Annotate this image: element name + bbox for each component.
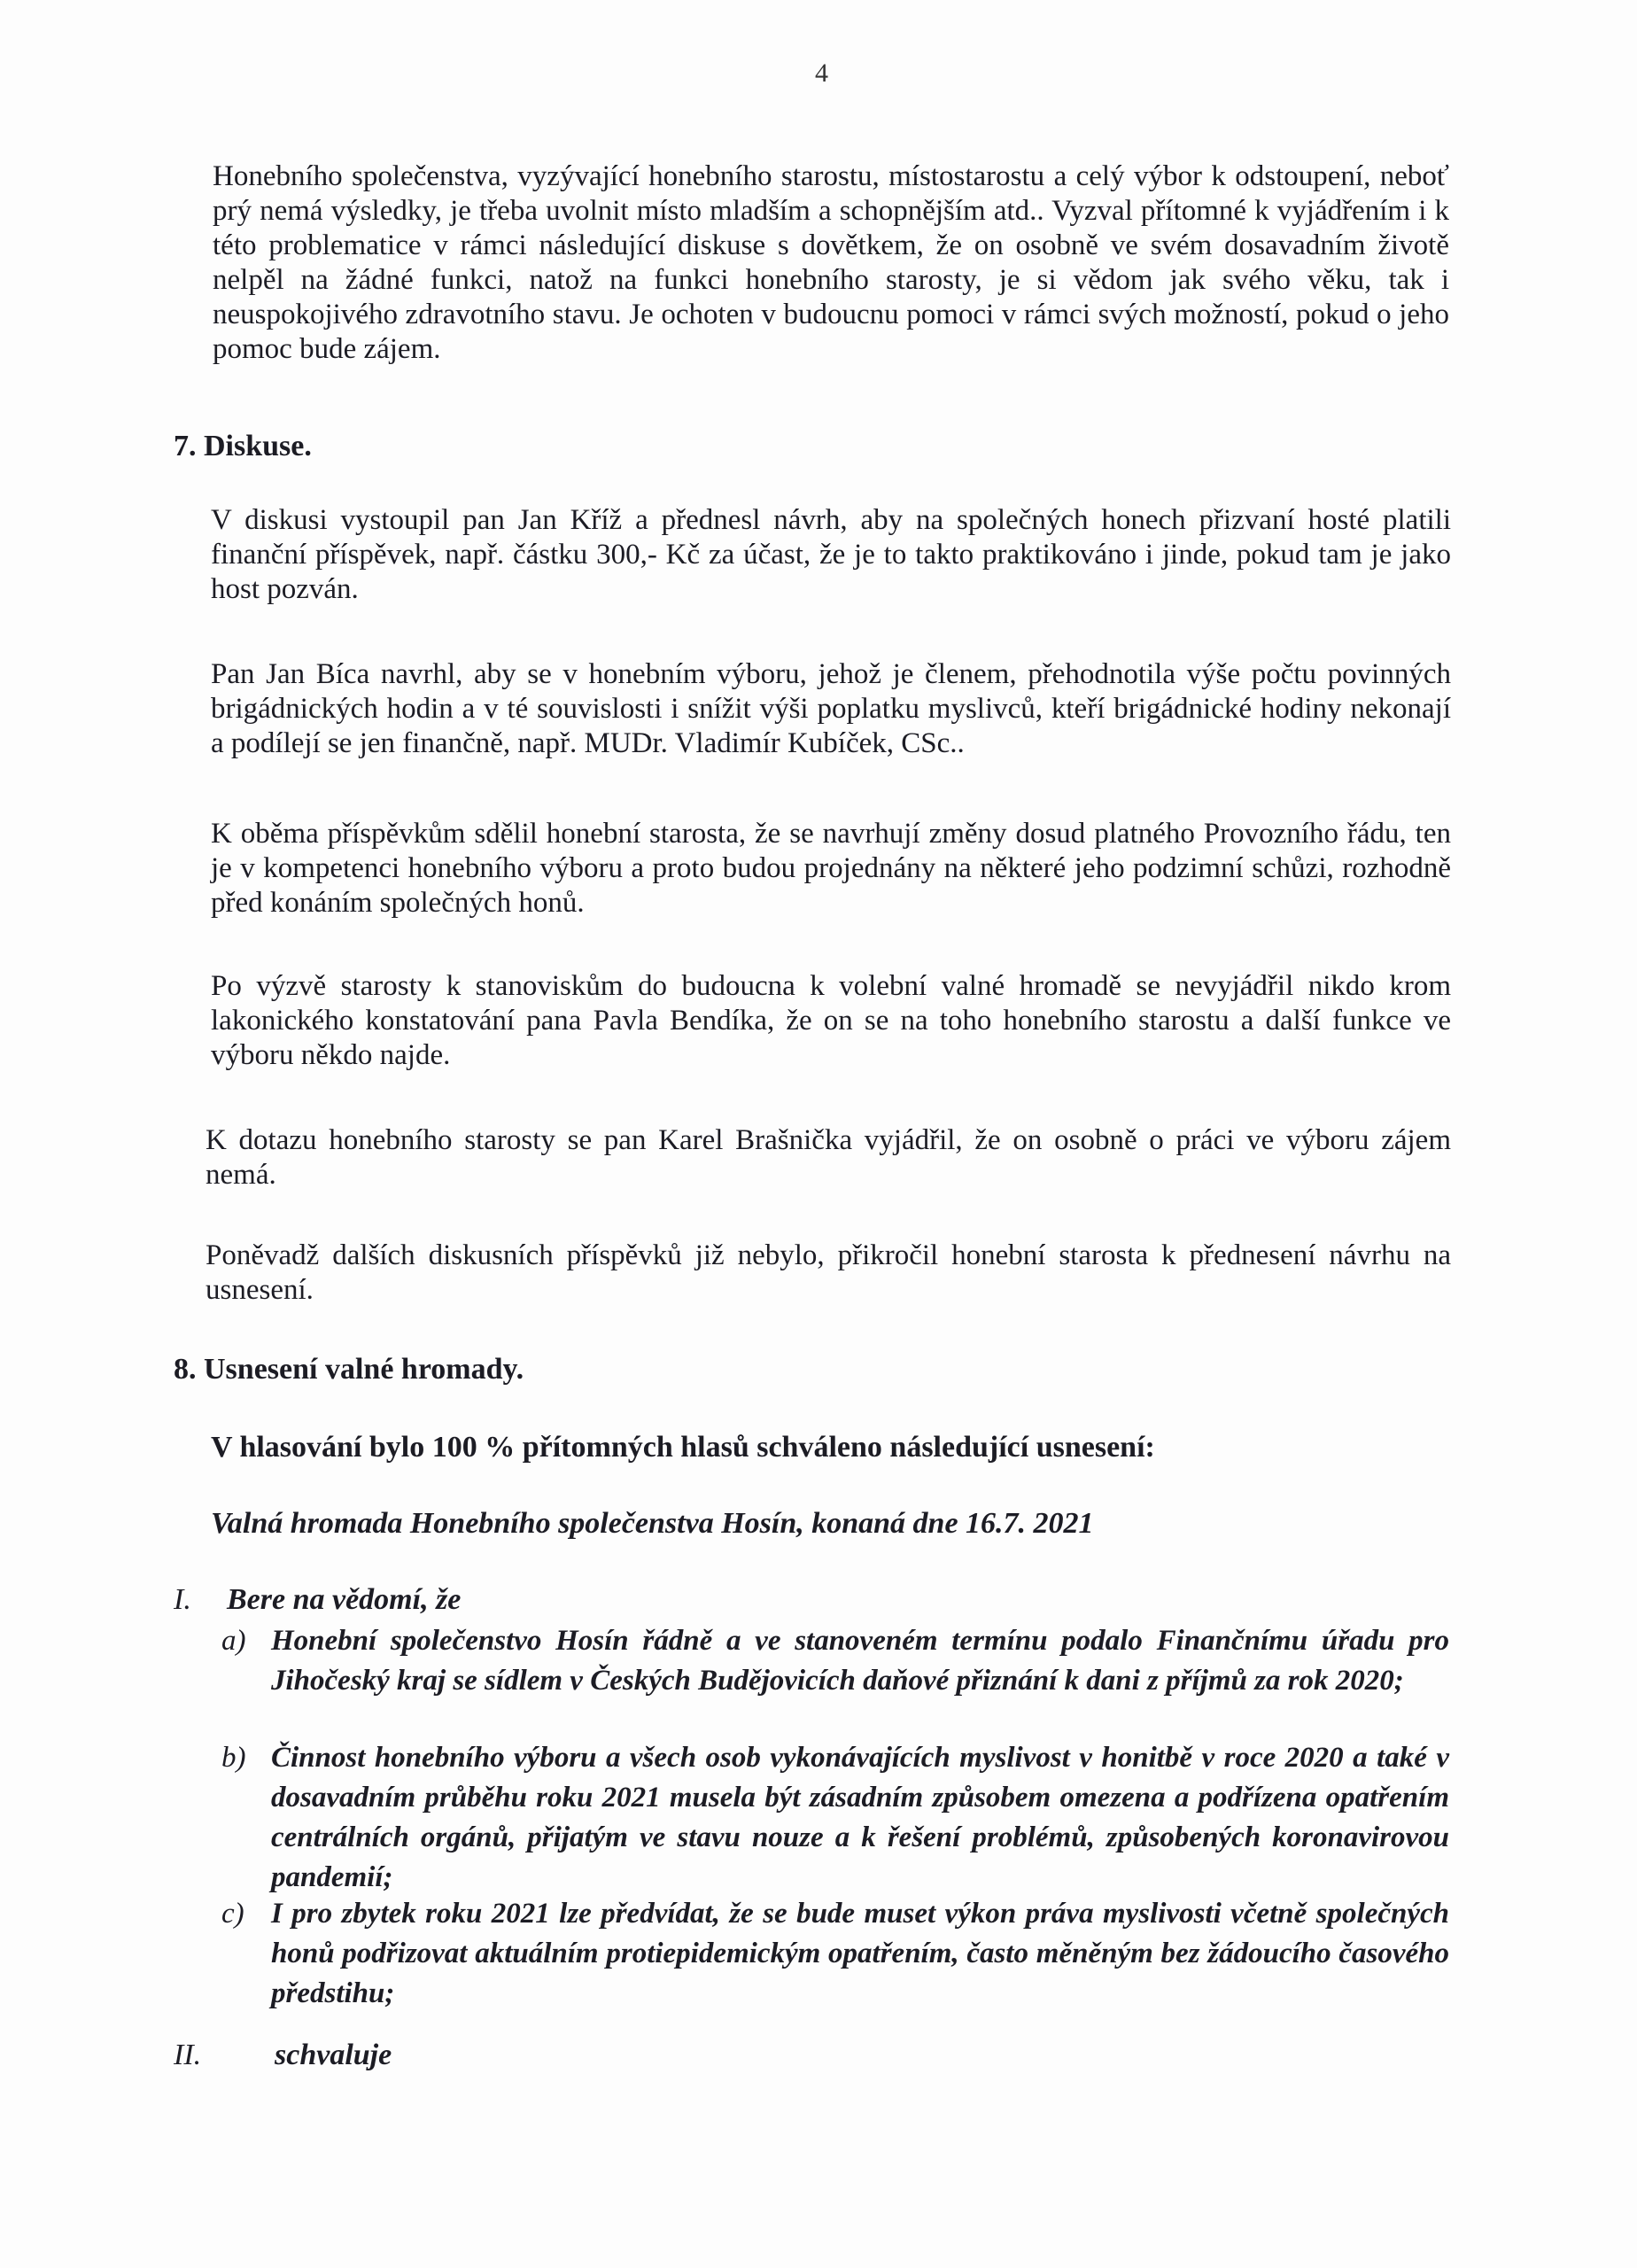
vote-result-line: V hlasování bylo 100 % přítomných hlasů schváleno následující usnesení: — [211, 1431, 1155, 1464]
item-a-text: Honební společenstvo Hosín řádně a ve stanoveném termínu podalo Finančnímu úřadu pro Jihočeský kraj se sídlem v Českých Budějovicích daňové přiznání k dani z příjmů za rok 2020; — [271, 1625, 1449, 1697]
item-a-letter: a) — [221, 1625, 246, 1657]
part-2-title: schvaluje — [275, 2039, 392, 2071]
discussion-paragraph-1: V diskusi vystoupil pan Jan Kříž a přednesl návrh, aby na společných honech přizvaní hosté platili finanční příspěvek, např. částku 300,- Kč za účast, že je to takto praktikováno i jinde, pokud tam je jako host pozván. — [211, 504, 1451, 605]
discussion-paragraph-2: Pan Jan Bíca navrhl, aby se v honebním výboru, jehož je členem, přehodnotila výše počtu povinných brigádnických hodin a v té souvislosti i snížit výši poplatku myslivců, kteří brigádnické hodiny nekonají a podílejí se jen finančně, např. MUDr. Vladimír Kubíček, CSc.. — [211, 658, 1451, 759]
intro-paragraph: Honebního společenstva, vyzývající honebního starostu, místostarostu a celý výbor k odstoupení, neboť prý nemá výsledky, je třeba uvolnit místo mladším a schopnějším atd.. Vyzval přítomné k vyjádřením i k této problematice v rámci následující diskuse s dovětkem, že on osobně ve svém dosavadním životě nelpěl na žádné funkci, natož na funkci honebního starosty, je si vědom jak svého věku, tak i neuspokojivého zdravotního stavu. Je ochoten v budoucnu pomoci v rámci svých možností, pokud o jeho pomoc bude zájem. — [213, 160, 1449, 365]
assembly-line: Valná hromada Honebního společenstva Hosín, konaná dne 16.7. 2021 — [211, 1507, 1094, 1540]
page-number: 4 — [815, 58, 828, 88]
item-b-text: Činnost honebního výboru a všech osob vykonávajících myslivost v honitbě v roce 2020 a také v dosavadním průběhu roku 2021 musela být zásadním způsobem omezena a podřízena opatřením centrálních orgánů, přijatým ve stavu nouze a k řešení problémů, způsobených koronavirovou pandemií; — [271, 1742, 1449, 1893]
item-b-letter: b) — [221, 1742, 246, 1774]
part-2-numeral: II. — [174, 2039, 202, 2071]
discussion-paragraph-4: Po výzvě starosty k stanoviskům do budoucna k volební valné hromadě se nevyjádřil nikdo krom lakonického konstatování pana Pavla Bendíka, že on se na toho honebního starostu a další funkce ve výboru někdo najde. — [211, 970, 1451, 1071]
discussion-paragraph-3: K oběma příspěvkům sdělil honební starosta, že se navrhují změny dosud platného Provozního řádu, ten je v kompetenci honebního výboru a proto budou projednány na některé jeho podzimní schůzi, rozhodně před konáním společných honů. — [211, 818, 1451, 919]
item-c-letter: c) — [221, 1898, 244, 1930]
part-1-title: Bere na vědomí, že — [227, 1583, 462, 1616]
part-1-numeral: I. — [174, 1583, 191, 1616]
discussion-paragraph-5: K dotazu honebního starosty se pan Karel Brašnička vyjádřil, že on osobně o práci ve výboru zájem nemá. — [206, 1124, 1451, 1191]
discussion-paragraph-6: Poněvadž dalších diskusních příspěvků již nebylo, přikročil honební starosta k přednesení návrhu na usnesení. — [206, 1239, 1451, 1306]
section-8-heading: 8. Usnesení valné hromady. — [174, 1353, 524, 1386]
section-7-heading: 7. Diskuse. — [174, 430, 312, 462]
item-c-text: I pro zbytek roku 2021 lze předvídat, že se bude muset výkon práva myslivosti včetně společných honů podřizovat aktuálním protiepidemickým opatřením, často měněným bez žádoucího časového předstihu; — [271, 1898, 1449, 2009]
